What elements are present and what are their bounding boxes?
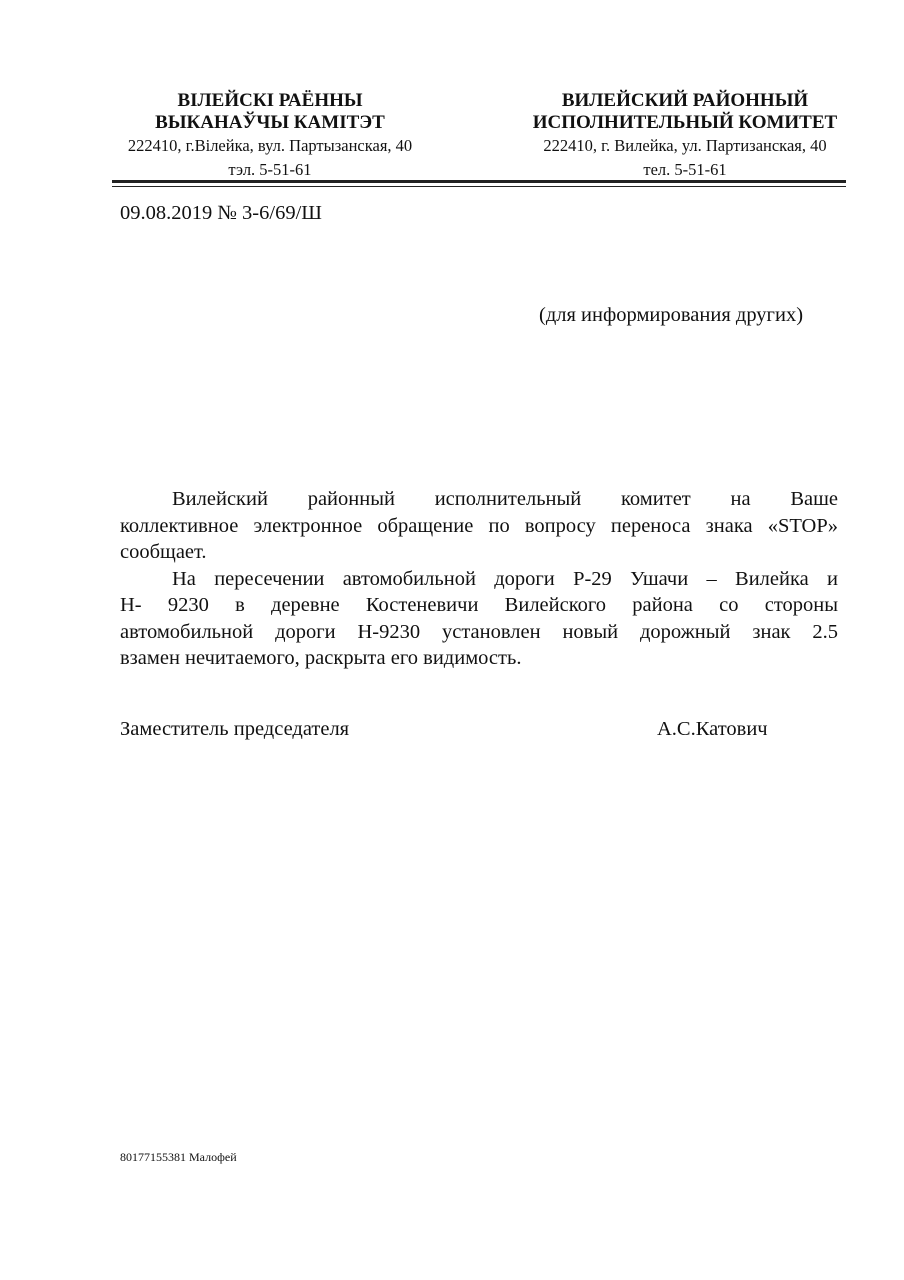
org-name-line: ВИЛЕЙСКИЙ РАЙОННЫЙ	[561, 90, 809, 111]
org-address: 222410, г. Вилейка, ул. Партизанская, 40	[543, 136, 827, 155]
letterhead-russian	[515, 90, 855, 182]
letter-body	[120, 486, 838, 672]
org-phone: тэл. 5-51-61	[228, 160, 312, 179]
org-name-line: ВІЛЕЙСКІ РАЁННЫ	[177, 90, 363, 111]
header-divider-thin	[112, 186, 846, 187]
body-line: Вилейский районный исполнительный комитет на Ваше	[172, 488, 838, 510]
body-line: взамен нечитаемого, раскрыта его видимость.	[120, 647, 522, 669]
letterhead-belarusian	[110, 90, 430, 182]
signatory-name: А.С.Катович	[657, 718, 768, 740]
body-line: На пересечении автомобильной дороги Р-29 Ушачи – Вилейка и	[172, 567, 838, 590]
header-divider-thick	[112, 180, 846, 183]
body-line: сообщает.	[120, 541, 207, 563]
org-name-line: ИСПОЛНИТЕЛЬНЫЙ КОМИТЕТ	[532, 112, 838, 133]
body-line: коллективное электронное обращение по вопросу переноса знака «STOP»	[120, 514, 838, 537]
org-address: 222410, г.Вілейка, вул. Партызанская, 40	[127, 136, 413, 155]
signatory-position: Заместитель председателя	[120, 718, 350, 740]
body-line: автомобильной дороги Н-9230 установлен новый дорожный знак 2.5	[120, 620, 838, 643]
executor-note: 80177155381 Малофей	[120, 1150, 237, 1164]
addressee: (для информирования других)	[539, 304, 804, 326]
reference-number: 09.08.2019 № 3-6/69/Ш	[120, 202, 322, 224]
body-line: Н- 9230 в деревне Костеневичи Вилейского района со стороны	[120, 594, 838, 616]
org-phone: тел. 5-51-61	[643, 160, 727, 179]
org-name-line: ВЫКАНАЎЧЫ КАМІТЭТ	[155, 112, 385, 133]
